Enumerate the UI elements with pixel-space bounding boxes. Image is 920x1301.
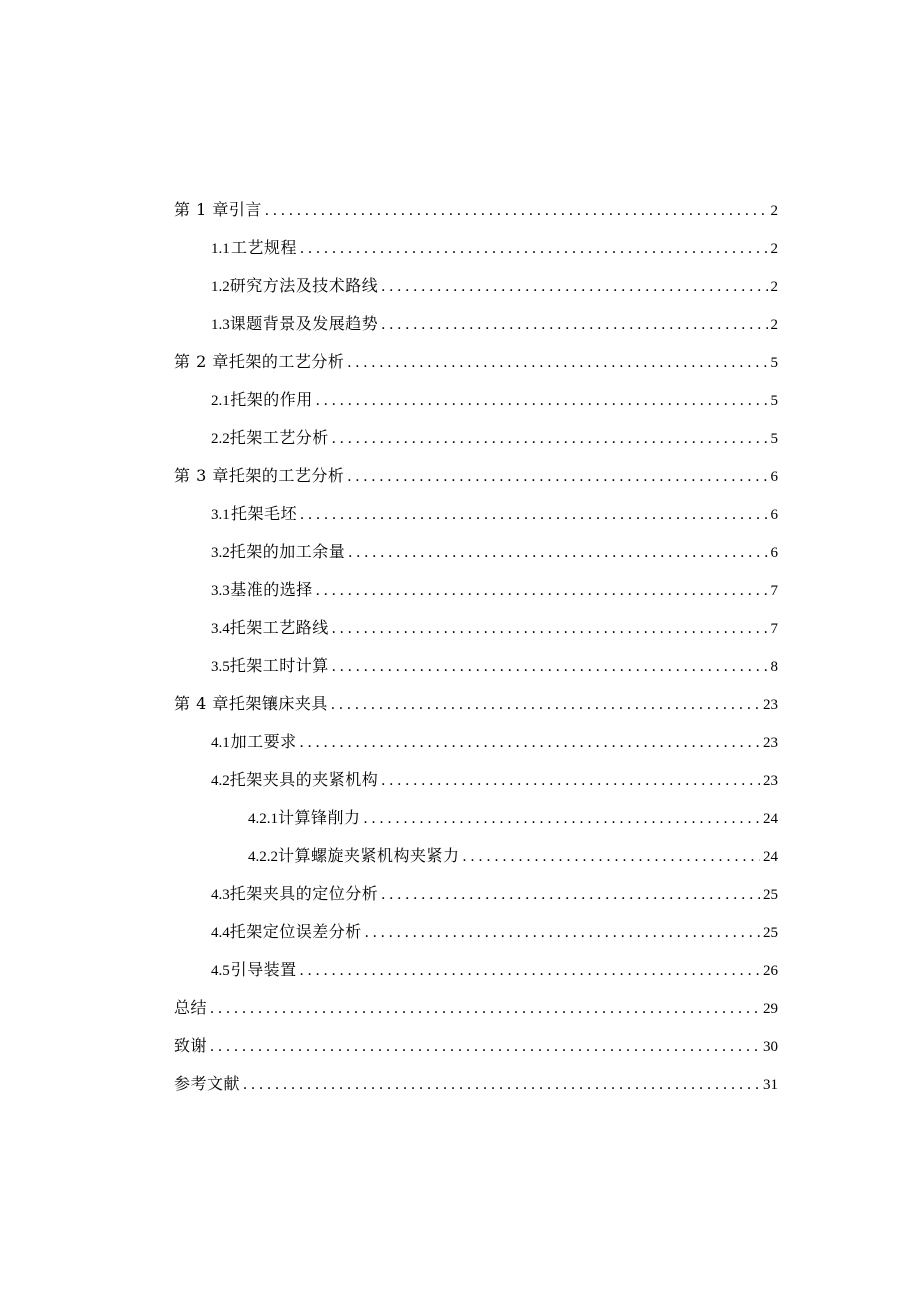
toc-entry-title: 参考文献: [174, 1074, 241, 1093]
toc-entry-title: 第 2 章托架的工艺分析: [174, 352, 345, 371]
toc-entry-title: 托架工艺分析: [229, 428, 329, 447]
toc-entry-title: 引导装置: [230, 960, 297, 979]
toc-entry-title: 托架夹具的定位分析: [229, 884, 379, 903]
toc-entry[interactable]: [174, 457, 778, 495]
toc-entry-page: 23: [763, 773, 778, 789]
toc-entry[interactable]: [174, 1065, 778, 1103]
toc-entry-number: 3.5: [211, 659, 230, 675]
toc-leader: [331, 686, 760, 724]
toc-leader: [300, 724, 760, 762]
toc-entry-page: 24: [763, 811, 778, 827]
toc-entry-title: 托架工艺路线: [229, 618, 329, 637]
toc-entry-number: 1.2: [211, 279, 230, 295]
toc-leader: [463, 838, 760, 876]
table-of-contents: [174, 191, 778, 1103]
toc-leader: [316, 572, 768, 610]
toc-leader: [381, 762, 760, 800]
toc-entry[interactable]: [174, 837, 778, 875]
toc-entry-title: 计算锋削力: [278, 808, 361, 827]
toc-entry-page: 7: [770, 583, 778, 599]
toc-entry-number: 4.2.2: [248, 849, 278, 865]
toc-entry[interactable]: [174, 799, 778, 837]
toc-entry-title: 总结: [174, 998, 208, 1017]
toc-entry[interactable]: [174, 723, 778, 761]
toc-entry-title: 第 4 章托架镶床夹具: [174, 694, 328, 713]
toc-entry-number: 1.1: [211, 241, 230, 257]
toc-entry-page: 25: [763, 887, 778, 903]
toc-leader: [265, 192, 768, 230]
toc-entry-number: 4.5: [211, 963, 230, 979]
toc-leader: [347, 344, 767, 382]
toc-leader: [243, 1066, 760, 1104]
toc-entry[interactable]: [174, 533, 778, 571]
toc-entry[interactable]: [174, 381, 778, 419]
toc-entry-page: 5: [770, 393, 778, 409]
toc-entry-title: 托架工时计算: [229, 656, 329, 675]
toc-entry[interactable]: [174, 647, 778, 685]
toc-entry-number: 3.2: [211, 545, 230, 561]
toc-entry[interactable]: [174, 571, 778, 609]
toc-entry[interactable]: [174, 267, 778, 305]
toc-entry-page: 25: [763, 925, 778, 941]
toc-entry-number: 4.2: [211, 773, 230, 789]
toc-entry[interactable]: [174, 229, 778, 267]
toc-entry[interactable]: [174, 685, 778, 723]
toc-leader: [332, 420, 768, 458]
toc-entry-title: 第 3 章托架的工艺分析: [174, 466, 345, 485]
toc-leader: [365, 914, 760, 952]
toc-leader: [300, 230, 768, 268]
toc-entry-number: 3.4: [211, 621, 230, 637]
toc-entry[interactable]: [174, 875, 778, 913]
toc-leader: [347, 458, 767, 496]
toc-entry-number: 2.2: [211, 431, 230, 447]
toc-entry-title: 托架的加工余量: [229, 542, 346, 561]
toc-entry-page: 23: [763, 735, 778, 751]
toc-entry[interactable]: [174, 419, 778, 457]
toc-entry-title: 第 1 章引言: [174, 200, 262, 219]
toc-entry-number: 4.3: [211, 887, 230, 903]
toc-leader: [381, 268, 767, 306]
toc-entry-page: 2: [770, 241, 778, 257]
toc-entry-title: 研究方法及技术路线: [229, 276, 379, 295]
toc-entry-title: 计算螺旋夹紧机构夹紧力: [278, 846, 460, 865]
toc-entry-number: 3.1: [211, 507, 230, 523]
toc-entry-number: 1.3: [211, 317, 230, 333]
toc-entry-page: 2: [770, 203, 778, 219]
toc-entry[interactable]: [174, 989, 778, 1027]
toc-entry-page: 7: [770, 621, 778, 637]
toc-entry[interactable]: [174, 1027, 778, 1065]
toc-entry-title: 课题背景及发展趋势: [229, 314, 379, 333]
toc-leader: [332, 648, 768, 686]
toc-entry-page: 29: [763, 1001, 778, 1017]
toc-entry-page: 5: [770, 431, 778, 447]
toc-entry-title: 基准的选择: [230, 580, 313, 599]
toc-entry-title: 托架的作用: [230, 390, 313, 409]
toc-entry[interactable]: [174, 951, 778, 989]
toc-entry[interactable]: [174, 913, 778, 951]
toc-entry[interactable]: [174, 343, 778, 381]
toc-leader: [364, 800, 760, 838]
toc-entry-page: 23: [763, 697, 778, 713]
toc-entry[interactable]: [174, 191, 778, 229]
toc-entry-page: 5: [770, 355, 778, 371]
toc-entry[interactable]: [174, 761, 778, 799]
toc-entry-page: 8: [770, 659, 778, 675]
toc-entry-number: 4.4: [211, 925, 230, 941]
toc-entry-number: 4.2.1: [248, 811, 278, 827]
toc-entry-title: 致谢: [174, 1036, 208, 1055]
toc-entry[interactable]: [174, 305, 778, 343]
toc-entry-number: 4.1: [211, 735, 230, 751]
toc-entry-title: 托架夹具的夹紧机构: [229, 770, 379, 789]
toc-leader: [300, 496, 768, 534]
toc-leader: [332, 610, 768, 648]
toc-entry-title: 托架定位误差分析: [229, 922, 362, 941]
toc-leader: [316, 382, 768, 420]
toc-entry-page: 2: [770, 279, 778, 295]
toc-leader: [381, 876, 760, 914]
toc-entry[interactable]: [174, 495, 778, 533]
toc-entry-page: 6: [770, 469, 778, 485]
toc-entry-title: 托架毛坯: [230, 504, 297, 523]
toc-entry-number: 2.1: [211, 393, 230, 409]
toc-entry-page: 31: [763, 1077, 778, 1093]
toc-entry-number: 3.3: [211, 583, 230, 599]
toc-entry-page: 26: [763, 963, 778, 979]
toc-leader: [300, 952, 760, 990]
toc-entry-page: 6: [770, 545, 778, 561]
toc-leader: [210, 1028, 760, 1066]
toc-leader: [348, 534, 767, 572]
toc-entry-title: 加工要求: [230, 732, 297, 751]
toc-entry-page: 24: [763, 849, 778, 865]
toc-leader: [381, 306, 767, 344]
toc-entry-page: 6: [770, 507, 778, 523]
toc-entry-page: 30: [763, 1039, 778, 1055]
toc-leader: [210, 990, 760, 1028]
toc-entry-page: 2: [770, 317, 778, 333]
toc-entry-title: 工艺规程: [230, 238, 297, 257]
toc-entry[interactable]: [174, 609, 778, 647]
